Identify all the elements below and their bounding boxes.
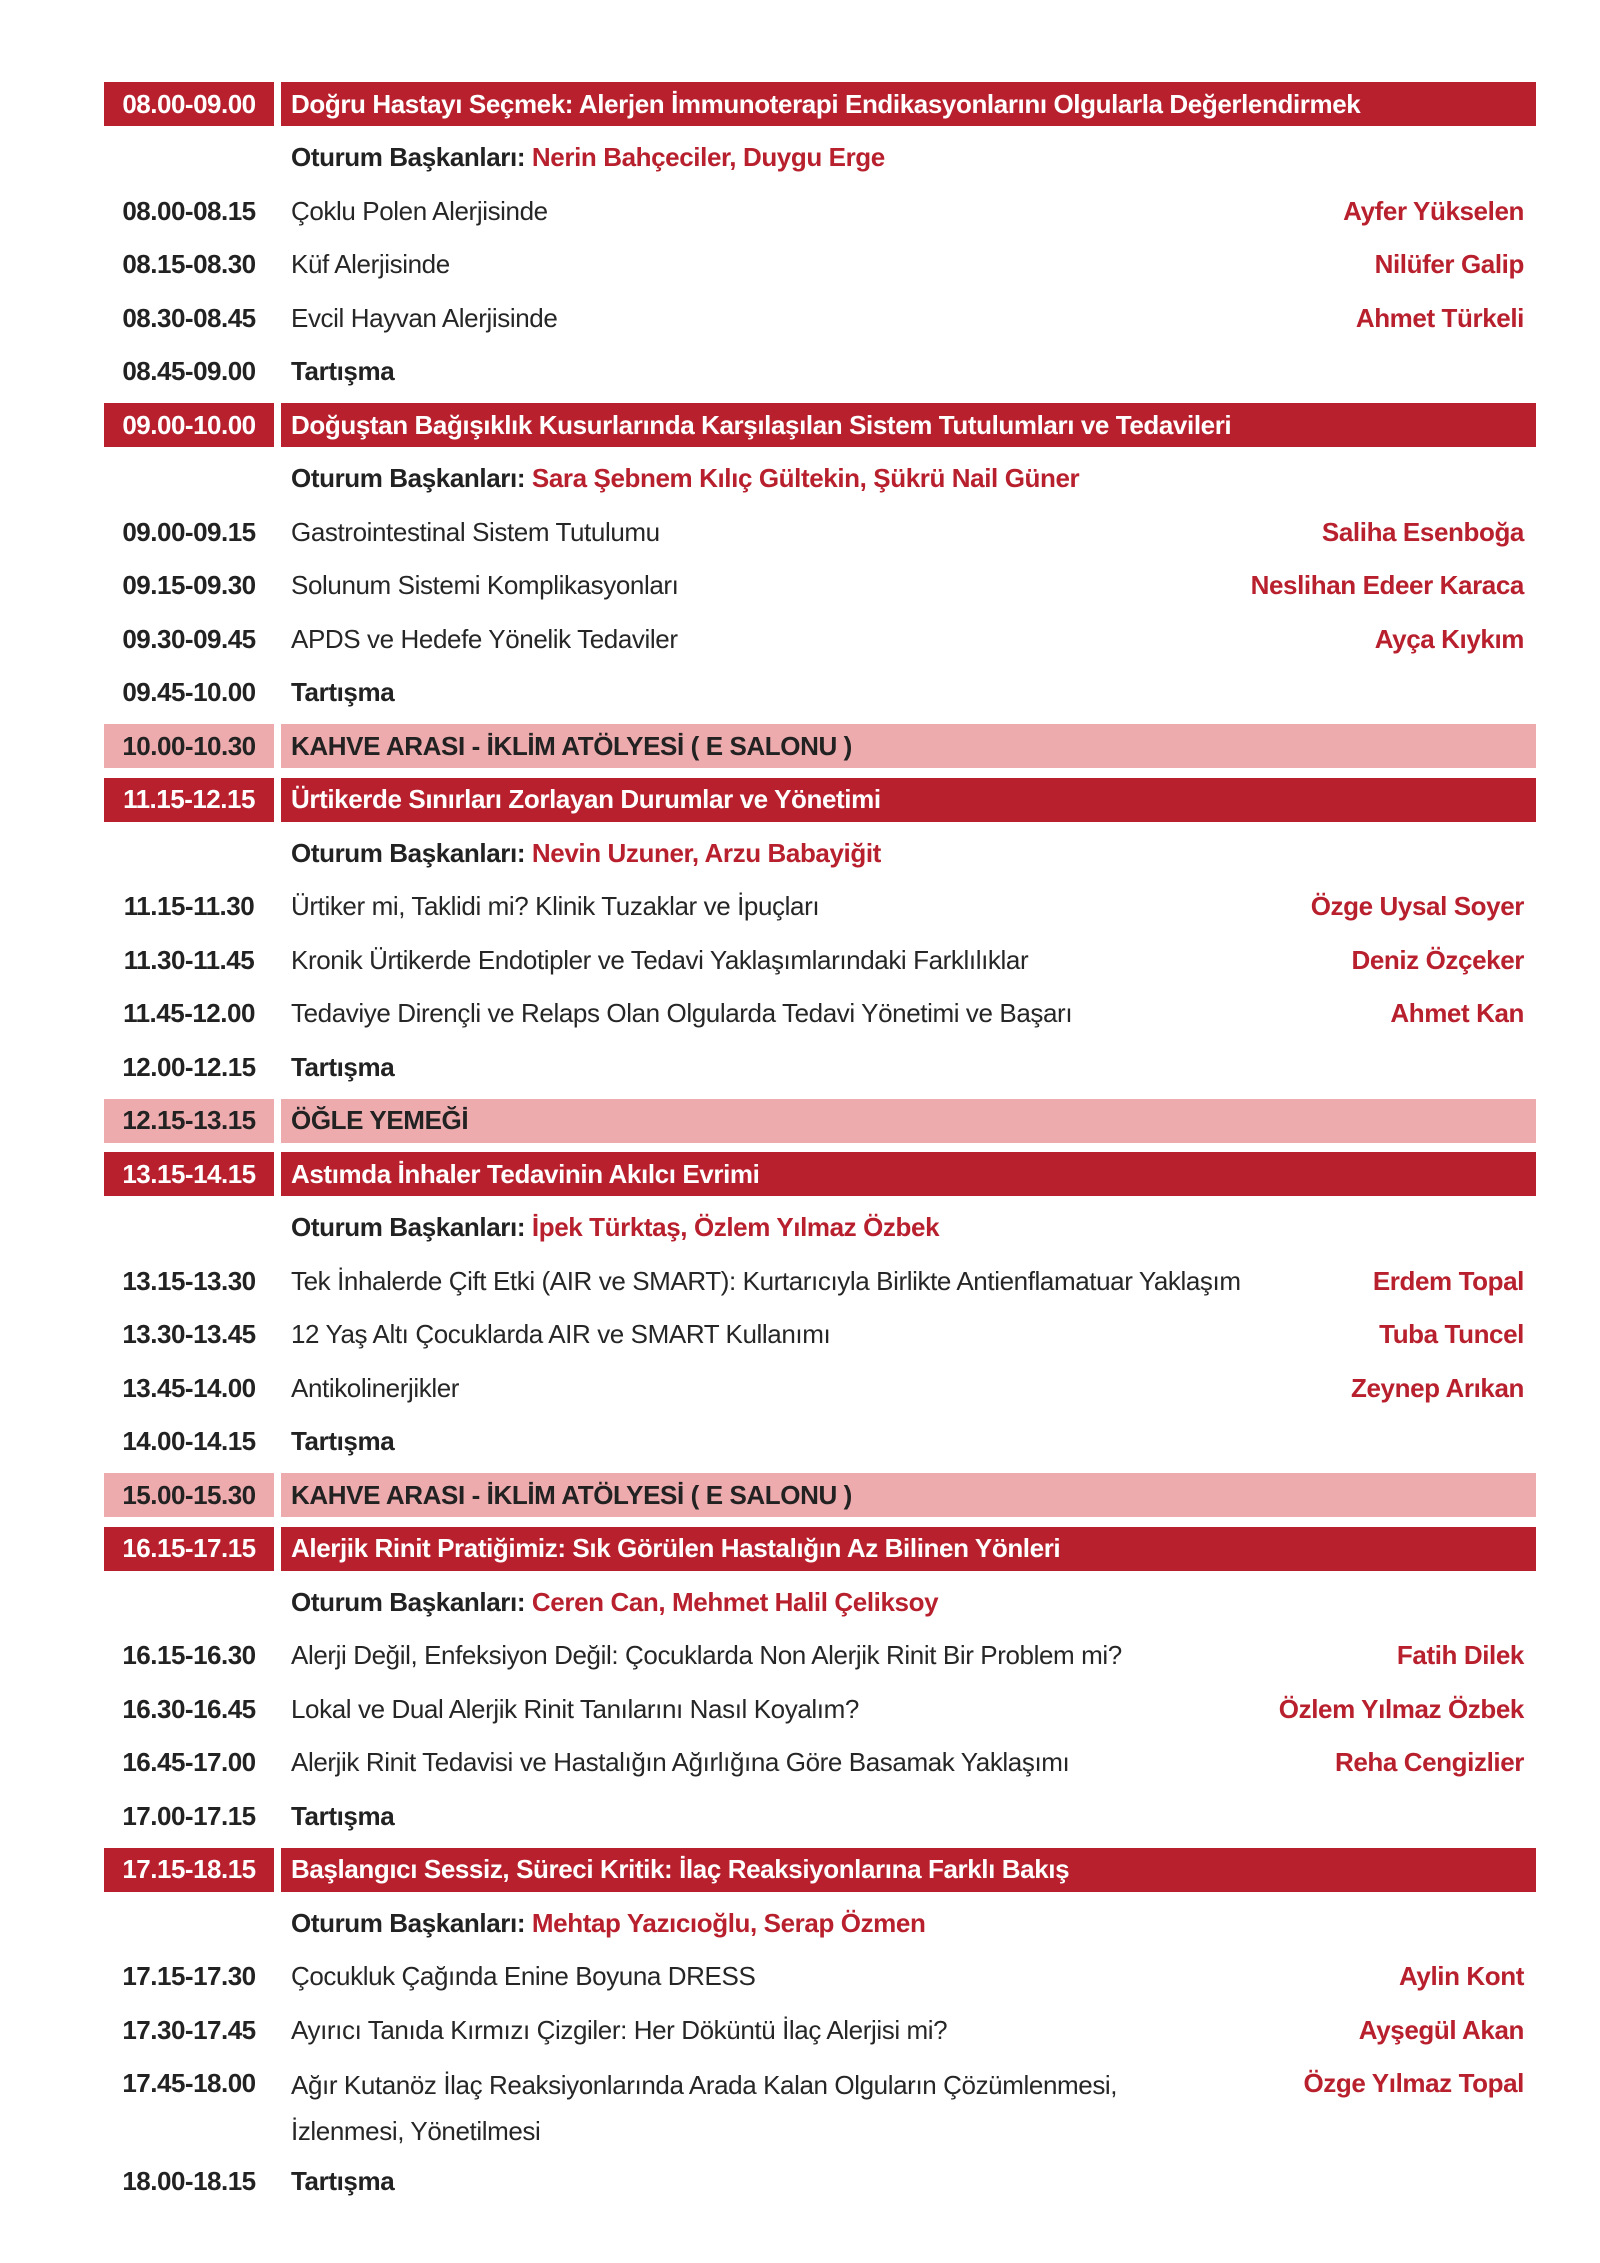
session-row [104,82,1536,126]
column-gap [274,1955,281,1999]
time-slot [104,136,274,180]
column-gap [274,1366,281,1410]
time-slot: 08.00-08.15 [122,195,256,226]
speaker-name: Aylin Kont [1398,1961,1524,1991]
session-title: Doğru Hastayı Seçmek: Alerjen İmmunoterapi Endikasyonlarını Olgularla Değerlendirmek [291,88,1361,119]
chairs-names: Sara Şebnem Kılıç Gültekin, Şükrü Nail Güner [531,463,1080,493]
talk-title: Küf Alerjisinde [291,249,450,279]
chairs-names: Nevin Uzuner, Arzu Babayiğit [531,837,881,868]
chairs-label: Oturum Başkanları: [291,837,532,868]
program-schedule [104,82,1536,2213]
column-gap [274,1580,281,1624]
session-row [104,1152,1536,1196]
talk-row [104,1741,1536,1785]
time-slot: 16.30-16.45 [122,1693,256,1724]
speaker-name: Saliha Esenboğa [1321,516,1524,547]
time-slot: 09.00-09.15 [122,516,256,547]
speaker-name: Nilüfer Galip [1374,249,1524,279]
row-body [281,831,1536,875]
talk-row [104,510,1536,554]
column-gap [274,831,281,875]
talk-row [104,1955,1536,1999]
chairs-label: Oturum Başkanları: [291,1212,532,1242]
column-gap [274,617,281,661]
discussion-row [104,1045,1536,1089]
discussion-label: Tartışma [291,677,395,707]
row-body [281,1634,1536,1678]
time-slot: 16.45-17.00 [122,1747,256,1777]
column-gap [274,2008,281,2052]
talk-row [104,617,1536,661]
row-body [281,510,1536,554]
column-gap [274,403,281,447]
column-gap [274,189,281,233]
time-slot: 13.15-14.15 [104,1152,274,1196]
column-gap [274,1152,281,1196]
row-body [281,1580,1536,1624]
row-body [281,617,1536,661]
talk-title: Tedaviye Dirençli ve Relaps Olan Olgularda Tedavi Yönetimi ve Başarı [291,998,1073,1028]
column-gap [274,1848,281,1892]
session-title: Ürtikerde Sınırları Zorlayan Durumlar ve Yönetimi [291,784,881,814]
talk-title: Lokal ve Dual Alerjik Rinit Tanılarını Nasıl Koyalım? [291,1693,859,1724]
time-slot: 09.15-09.30 [122,570,256,600]
row-body [281,82,1536,126]
chairs-row [104,831,1536,875]
session-chairs [291,463,1079,494]
discussion-row [104,350,1536,394]
row-body [281,1741,1536,1785]
speaker-name: Özge Yılmaz Topal [1303,2067,1524,2098]
column-gap [274,564,281,608]
talk-row [104,1687,1536,1731]
time-slot: 09.45-10.00 [122,677,256,707]
time-slot: 17.30-17.45 [122,2014,256,2045]
session-row [104,403,1536,447]
column-gap [274,1634,281,1678]
column-gap [274,1794,281,1838]
row-body [281,1955,1536,1999]
time-slot: 08.15-08.30 [122,249,256,279]
time-slot: 13.30-13.45 [122,1319,256,1349]
talk-title: Tek İnhalerde Çift Etki (AIR ve SMART): Kurtarıcıyla Birlikte Antienflamatuar Yaklaşım [291,1265,1241,1296]
column-gap [274,2062,281,2150]
time-slot: 15.00-15.30 [104,1473,274,1517]
talk-title: Ayırıcı Tanıda Kırmızı Çizgiler: Her Döküntü İlaç Alerjisi mi? [291,2014,948,2045]
talk-title: Ağır Kutanöz İlaç Reaksiyonlarında Arada Kalan Olguların Çözümlenmesi, İzlenmesi, Yönetilmesi [291,2069,1118,2146]
talk-row [104,1366,1536,1410]
row-body [281,1366,1536,1410]
speaker-name: Özge Uysal Soyer [1310,891,1524,921]
chairs-label: Oturum Başkanları: [291,142,532,172]
time-slot: 17.15-17.30 [122,1961,256,1991]
time-slot: 09.30-09.45 [122,623,256,654]
time-slot: 12.00-12.15 [122,1051,256,1082]
column-gap [274,1206,281,1250]
talk-title: Alerjik Rinit Tedavisi ve Hastalığın Ağırlığına Göre Basamak Yaklaşımı [291,1747,1070,1777]
speaker-name: Ayça Kıykım [1374,623,1524,654]
column-gap [274,136,281,180]
row-body [281,938,1536,982]
row-body [281,457,1536,501]
column-gap [274,724,281,768]
row-body [281,136,1536,180]
talk-row [104,992,1536,1036]
discussion-row [104,1420,1536,1464]
talk-row [104,2008,1536,2052]
row-body [281,1259,1536,1303]
talk-title: Evcil Hayvan Alerjisinde [291,302,558,333]
talk-row [104,189,1536,233]
session-title: Başlangıcı Sessiz, Süreci Kritik: İlaç Reaksiyonlarına Farklı Bakış [291,1854,1070,1884]
speaker-name: Fatih Dilek [1396,1640,1524,1670]
row-body [281,2062,1536,2150]
discussion-label: Tartışma [291,356,395,386]
session-chairs [291,1587,938,1618]
row-body [281,1901,1536,1945]
row-body [281,2159,1536,2203]
column-gap [274,1259,281,1303]
column-gap [274,1901,281,1945]
session-chairs [291,142,885,173]
session-title: Doğuştan Bağışıklık Kusurlarında Karşılaşılan Sistem Tutulumları ve Tedavileri [291,409,1232,440]
time-slot: 11.30-11.45 [123,944,255,975]
discussion-label: Tartışma [291,2165,395,2196]
speaker-name: Ayşegül Akan [1358,2014,1524,2045]
column-gap [274,457,281,501]
row-body [281,724,1536,768]
column-gap [274,510,281,554]
row-body [281,1527,1536,1571]
chairs-label: Oturum Başkanları: [291,463,532,493]
column-gap [274,778,281,822]
column-gap [274,992,281,1036]
time-slot: 17.00-17.15 [122,1800,256,1831]
row-body [281,1473,1536,1517]
break-title: KAHVE ARASI - İKLİM ATÖLYESİ ( E SALONU ) [291,1479,852,1510]
row-body [281,564,1536,608]
speaker-name: Zeynep Arıkan [1350,1372,1524,1403]
chairs-row [104,1901,1536,1945]
row-body [281,1313,1536,1357]
time-slot: 09.00-10.00 [104,403,274,447]
time-slot: 14.00-14.15 [122,1426,256,1456]
talk-title: Çocukluk Çağında Enine Boyuna DRESS [291,1961,756,1991]
talk-row [104,1259,1536,1303]
speaker-name: Ahmet Türkeli [1355,302,1524,333]
row-body [281,296,1536,340]
chairs-row [104,136,1536,180]
break-title: KAHVE ARASI - İKLİM ATÖLYESİ ( E SALONU ) [291,730,852,761]
time-slot [104,1206,274,1250]
speaker-name: Deniz Özçeker [1351,944,1524,975]
chairs-row [104,1206,1536,1250]
chairs-row [104,457,1536,501]
talk-title: Kronik Ürtikerde Endotipler ve Tedavi Yaklaşımlarındaki Farklılıklar [291,944,1029,975]
talk-title: Alerji Değil, Enfeksiyon Değil: Çocuklarda Non Alerjik Rinit Bir Problem mi? [291,1640,1122,1670]
time-slot: 11.15-12.15 [104,778,274,822]
time-slot: 08.30-08.45 [122,302,256,333]
talk-row [104,938,1536,982]
time-slot: 17.15-18.15 [104,1848,274,1892]
discussion-label: Tartışma [291,1800,395,1831]
discussion-row [104,671,1536,715]
column-gap [274,350,281,394]
talk-title: Çoklu Polen Alerjisinde [291,195,548,226]
talk-row [104,296,1536,340]
chairs-label: Oturum Başkanları: [291,1586,532,1617]
row-body [281,778,1536,822]
talk-row [104,2062,1536,2150]
time-slot: 11.45-12.00 [123,998,255,1028]
row-body [281,885,1536,929]
column-gap [274,671,281,715]
time-slot: 18.00-18.15 [122,2165,256,2196]
row-body [281,350,1536,394]
column-gap [274,1420,281,1464]
time-slot: 12.15-13.15 [104,1099,274,1143]
row-body [281,1099,1536,1143]
time-slot: 08.00-09.00 [104,82,274,126]
discussion-label: Tartışma [291,1426,395,1456]
break-title: ÖĞLE YEMEĞİ [291,1105,469,1135]
time-slot: 17.45-18.00 [122,2067,256,2098]
time-slot: 16.15-16.30 [122,1640,256,1670]
column-gap [274,296,281,340]
time-slot: 11.15-11.30 [123,891,255,921]
row-body [281,1794,1536,1838]
session-title: Alerjik Rinit Pratiğimiz: Sık Görülen Hastalığın Az Bilinen Yönleri [291,1533,1061,1563]
time-slot: 16.15-17.15 [104,1527,274,1571]
discussion-label: Tartışma [291,1051,395,1082]
time-slot [104,1901,274,1945]
row-body [281,1152,1536,1196]
column-gap [274,243,281,287]
row-body [281,1420,1536,1464]
column-gap [274,1741,281,1785]
talk-title: Ürtiker mi, Taklidi mi? Klinik Tuzaklar ve İpuçları [291,891,820,921]
speaker-name: Ayfer Yükselen [1343,195,1524,226]
column-gap [274,1099,281,1143]
talk-title: Solunum Sistemi Komplikasyonları [291,570,679,600]
speaker-name: Tuba Tuncel [1379,1319,1524,1349]
session-row [104,778,1536,822]
speaker-name: Özlem Yılmaz Özbek [1278,1693,1524,1724]
time-slot [104,457,274,501]
column-gap [274,1687,281,1731]
column-gap [274,885,281,929]
break-row [104,724,1536,768]
row-body [281,1045,1536,1089]
column-gap [274,1527,281,1571]
discussion-row [104,1794,1536,1838]
row-body [281,671,1536,715]
row-body [281,2008,1536,2052]
session-title: Astımda İnhaler Tedavinin Akılcı Evrimi [291,1158,760,1189]
chairs-names: Mehtap Yazıcıoğlu, Serap Özmen [531,1907,926,1938]
row-body [281,992,1536,1036]
break-row [104,1473,1536,1517]
talk-row [104,1634,1536,1678]
row-body [281,1687,1536,1731]
session-row [104,1848,1536,1892]
session-row [104,1527,1536,1571]
speaker-name: Neslihan Edeer Karaca [1250,570,1524,600]
talk-row [104,243,1536,287]
speaker-name: Reha Cengizlier [1334,1747,1524,1777]
row-body [281,1848,1536,1892]
column-gap [274,82,281,126]
discussion-row [104,2159,1536,2203]
chairs-names: Nerin Bahçeciler, Duygu Erge [531,142,885,172]
talk-row [104,885,1536,929]
chairs-names: Ceren Can, Mehmet Halil Çeliksoy [531,1586,939,1617]
talk-title: Antikolinerjikler [291,1372,460,1403]
column-gap [274,938,281,982]
time-slot: 13.45-14.00 [122,1372,256,1403]
column-gap [274,1313,281,1357]
time-slot [104,1580,274,1624]
row-body [281,403,1536,447]
talk-row [104,1313,1536,1357]
talk-title: APDS ve Hedefe Yönelik Tedaviler [291,623,678,654]
row-body [281,243,1536,287]
session-chairs [291,1908,925,1939]
column-gap [274,2159,281,2203]
talk-row [104,564,1536,608]
talk-title: Gastrointestinal Sistem Tutulumu [291,516,660,547]
chairs-label: Oturum Başkanları: [291,1907,532,1938]
row-body [281,189,1536,233]
time-slot: 13.15-13.30 [122,1265,256,1296]
time-slot: 10.00-10.30 [104,724,274,768]
column-gap [274,1045,281,1089]
break-row [104,1099,1536,1143]
row-body [281,1206,1536,1250]
speaker-name: Erdem Topal [1372,1265,1524,1296]
column-gap [274,1473,281,1517]
chairs-names: İpek Türktaş, Özlem Yılmaz Özbek [531,1212,940,1242]
chairs-row [104,1580,1536,1624]
time-slot [104,831,274,875]
time-slot: 08.45-09.00 [122,356,256,386]
session-chairs [291,838,881,869]
speaker-name: Ahmet Kan [1390,998,1524,1028]
session-chairs [291,1212,939,1243]
talk-title: 12 Yaş Altı Çocuklarda AIR ve SMART Kullanımı [291,1319,831,1349]
